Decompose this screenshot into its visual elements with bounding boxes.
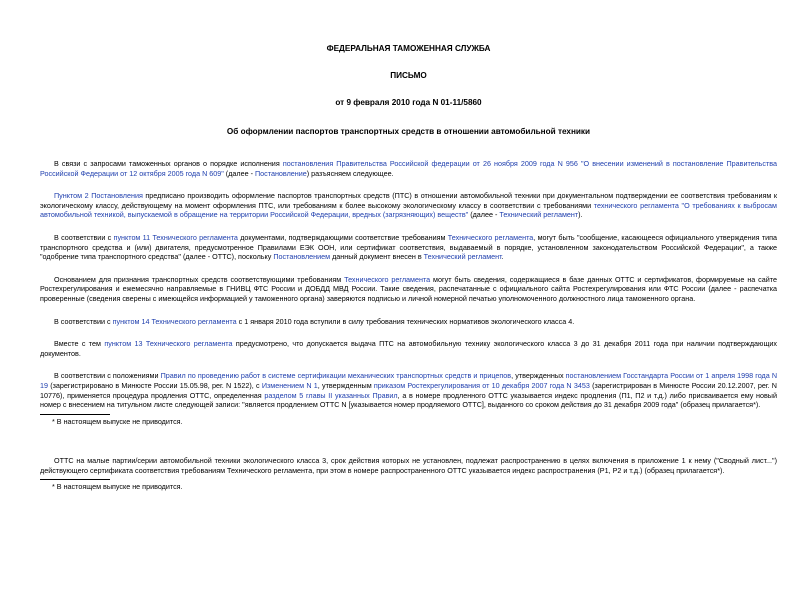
paragraph-4 [40, 275, 777, 304]
text: предписано производить оформление паспортов транспортных средств (ПТС) в отношении автомобильной техники при документальном подтверждении ее соответствия требованиям к экологическому классу, действующему на момент оформления ПТС, или требованиям к более высокому экологическому классу в соответствии с требованиями [40, 191, 778, 210]
text: документами, подтверждающими соответствие требованиям [237, 232, 448, 242]
link-order-3453[interactable]: приказом Ростехрегулирования от 10 декабря 2007 года N 3453 [373, 380, 590, 390]
paragraph-1 [40, 159, 777, 178]
link-section-5[interactable]: разделом 5 главы II указанных Правил [264, 390, 398, 400]
text: (зарегистрирован в Минюсте России 20.12.2007, рег. N 10776), применяется процедура продления ОТТС, определенная [40, 380, 777, 400]
text: данный документ внесен в [330, 252, 424, 262]
text: с 1 января 2010 года вступили в силу требования технических нормативов экологического класса 4. [236, 316, 575, 326]
paragraph-8 [40, 456, 777, 475]
text: , а в номере продленного ОТТС указывается индекс продления (П1, П2 и т.д.) либо присваивается ему новый номер с внесением на титульном листе следующей записи: "является продлением ОТТС N [указывается номер продляемого ОТТС], выданного со сроком действия до 31 декабря 2009 года" (образец прилагается*). [40, 390, 777, 410]
link-resolution[interactable]: Постановление [254, 168, 307, 178]
text: Вместе с тем [54, 339, 105, 349]
paragraph-3 [40, 233, 777, 262]
text: ). [578, 210, 583, 220]
link-tech-regulation[interactable]: Технический регламент [423, 252, 502, 262]
footnote-1: * В настоящем выпуске не приводится. [52, 416, 183, 426]
document-title: Об оформлении паспортов транспортных средств в отношении автомобильной техники [226, 127, 591, 136]
document-page [0, 44, 807, 615]
link-point-11[interactable]: пунктом 11 Технического регламента [113, 232, 238, 242]
document-date-number: от 9 февраля 2010 года N 01-11/5860 [335, 98, 482, 107]
footnote-2: * В настоящем выпуске не приводится. [52, 482, 183, 492]
link-point-13[interactable]: пунктом 13 Технического регламента [104, 339, 233, 349]
paragraph-7 [40, 371, 777, 409]
text: Основанием для признания транспортных средств соответствующими требованиям [54, 274, 345, 284]
link-gosstandart-resolution[interactable]: постановлением Госстандарта России от 1 апреля 1998 года N 19 [40, 371, 778, 390]
text: . [501, 252, 504, 262]
paragraph-2 [40, 191, 777, 220]
text: (зарегистрировано в Минюсте России 15.05.98, рег. N 1522), с [48, 380, 262, 390]
agency-name: ФЕДЕРАЛЬНАЯ ТАМОЖЕННАЯ СЛУЖБА [326, 44, 491, 53]
link-tech-regulation[interactable]: Технического регламента [344, 274, 431, 284]
text: В соответствии с [54, 316, 113, 326]
text: (далее - [223, 168, 255, 178]
text: (далее - [468, 210, 500, 220]
text: , утвержденным [317, 380, 374, 390]
text: предусмотрено, что допускается выдача ПТС на автомобильную технику экологического класса 3 до 31 декабря 2011 года при наличии подтверждающих документов. [40, 339, 777, 358]
footnote-divider [40, 479, 110, 480]
text: , могут быть "сообщение, касающееся официального утверждения типа транспортного средства и (или) двигателя, предусмотренное Правилами ЕЭК ООН, или сертификат соответствия, выдаваемый в порядке, установленном законодательством Российской Федерации", а также "одобрение типа транспортного средства" (далее - ОТТС), поскольку [40, 232, 778, 262]
paragraph-6 [40, 339, 777, 358]
text: ) разъясняем следующее. [306, 168, 394, 178]
text: В соответствии с положениями [54, 371, 161, 381]
text: ОТТС на малые партии/серии автомобильной техники экологического класса 3, срок действия которых не установлен, подлежат распространению в целях включения в приложение 1 к нему ("Сводный лист...") действующего сертификата соответствия требованиям Технического регламента, при этом в номере распространенного ОТТС указывается индекс распространения (Р1, Р2 и т.д.) (образец прилагается*). [40, 456, 777, 475]
text: , утвержденных [511, 371, 566, 381]
link-certification-rules[interactable]: Правил по проведению работ в системе сертификации механических транспортных средств и прицепов [160, 371, 512, 381]
paragraph-5 [40, 317, 777, 327]
text: В связи с запросами таможенных органов о порядке исполнения [54, 159, 283, 168]
footnote-divider [40, 414, 110, 415]
link-point-14[interactable]: пунктом 14 Технического регламента [112, 316, 237, 326]
link-point-2[interactable]: Пунктом 2 Постановления [54, 191, 143, 201]
text: В соответствии с [54, 232, 114, 242]
link-tech-regulation[interactable]: Технический регламент [499, 210, 579, 220]
text: могут быть сведения, содержащиеся в базе данных ОТТС и сертификатов, формируемые на сайте Ростехрегулирования и ежемесячно направляемые в ГНИВЦ ФТС России и ДОБДД МВД России. Такие сведения, распечатанные с официального сайта Ростехрегулирования или ФТС России (далее - распечатка проверенные (сведения сверены с имеющейся информацией у таможенного органа) заверяются подписью и личной номерной печатью уполномоченного должностного лица таможенного органа. [40, 274, 777, 303]
document-type: ПИСЬМО [390, 71, 427, 80]
link-tech-regulation[interactable]: Технического регламента [447, 232, 534, 242]
link-tech-regulation-full[interactable]: технического регламента "О требованиях к выбросам автомобильной техникой, выпускаемой в обращение на территории Российской Федерации, вредных (загрязняющих) веществ" [40, 200, 777, 220]
link-resolution-956[interactable]: постановления Правительства Российской федерации от 26 ноября 2009 года N 956 "О внесении изменений в постановление Правительства Российской Федерации от 12 октября 2005 года N 609" [40, 159, 778, 178]
link-amendment-1[interactable]: Изменением N 1 [261, 380, 318, 390]
link-resolution[interactable]: Постановлением [273, 252, 331, 262]
